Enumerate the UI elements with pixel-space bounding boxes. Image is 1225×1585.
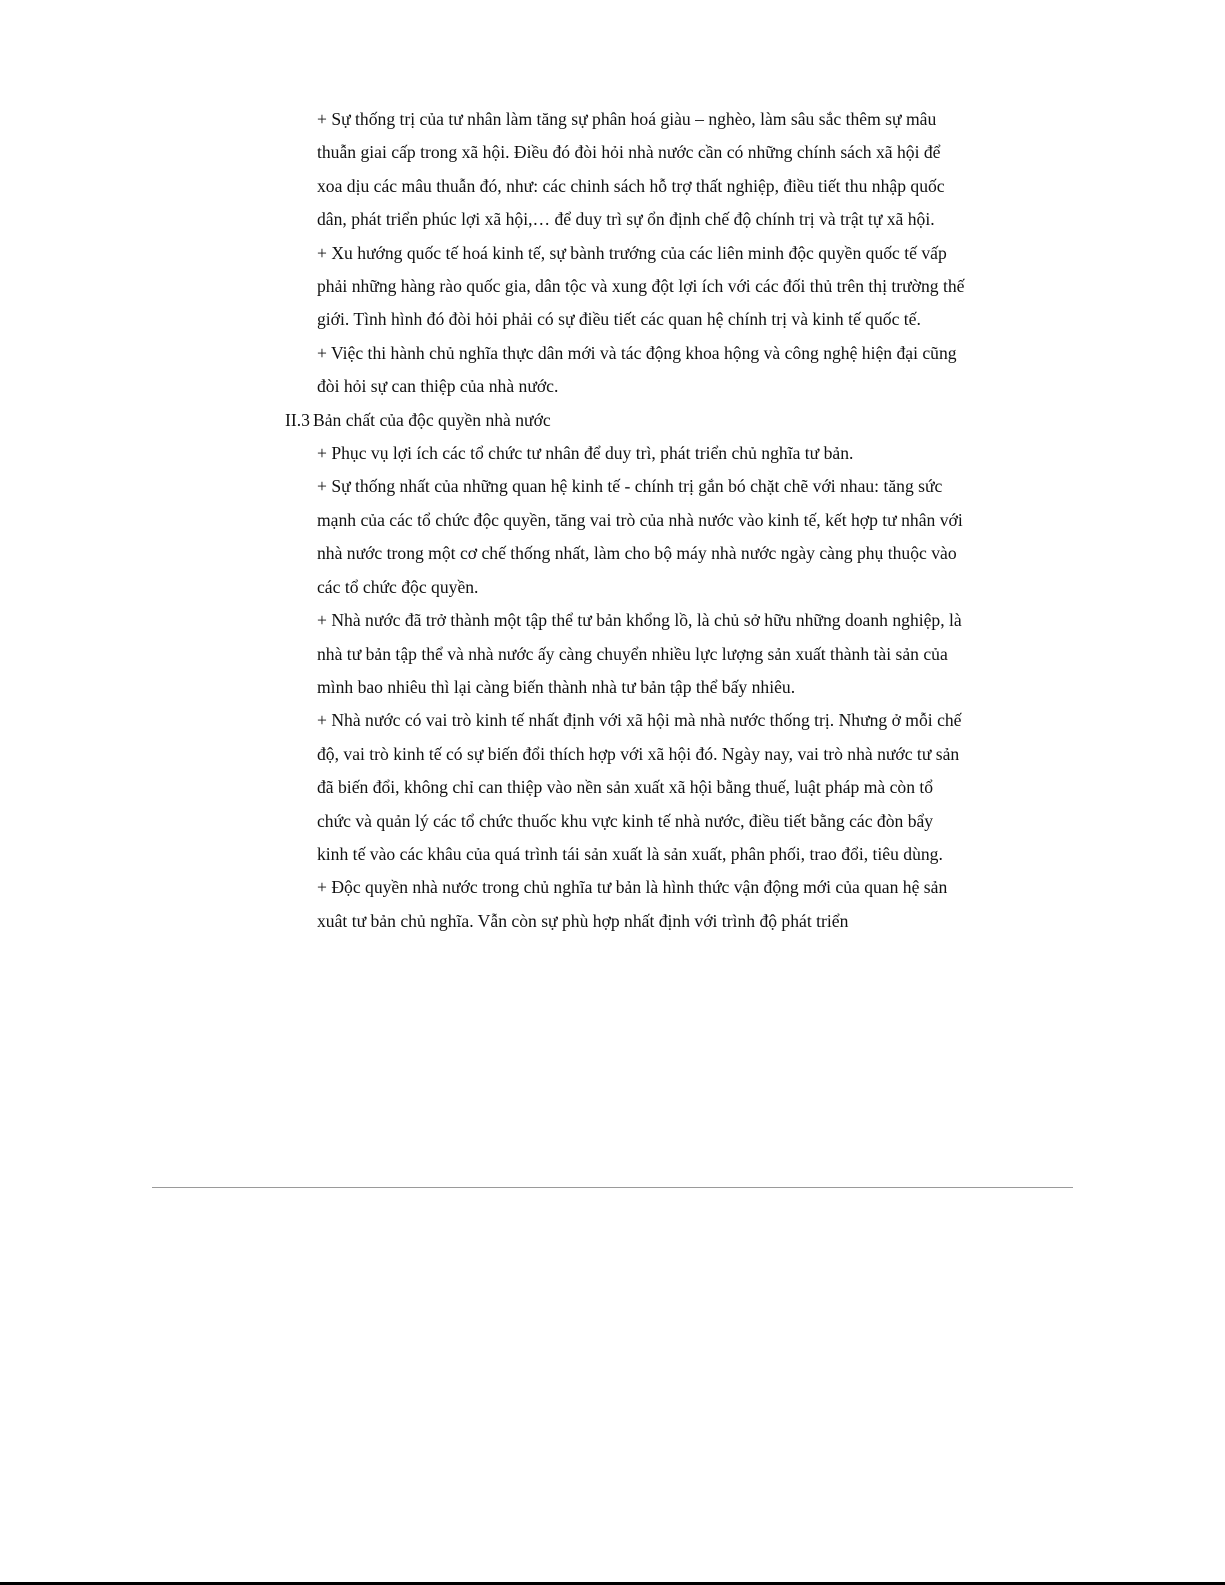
paragraph-private-dominance: + Sự thống trị của tư nhân làm tăng sự phân hoá giàu – nghèo, làm sâu sắc thêm sự mâu thuẫn giai cấp trong xã hội. Điều đó đòi hỏi nhà nước cần có những chính sách xã hội để xoa dịu các mâu thuẫn đó, như: các chinh sách hỗ trợ thất nghiệp, điều tiết thu nhập quốc dân, phát triển phúc lợi xã hội,… để duy trì sự ổn định chế độ chính trị và trật tự xã hội. — [317, 109, 945, 230]
section-title: Bản chất của độc quyền nhà nước — [313, 409, 551, 430]
page-divider — [152, 1187, 1073, 1188]
paragraph-state-monopoly-form: + Độc quyền nhà nước trong chủ nghĩa tư bản là hình thức vận động mới của quan hệ sản xuât tư bản chủ nghĩa. Vẫn còn sự phù hợp nhất định với trình độ phát triển — [317, 877, 948, 931]
section-heading — [285, 404, 967, 437]
document-body — [285, 103, 967, 938]
paragraph-serve-private-interests: + Phục vụ lợi ích các tổ chức tư nhân để duy trì, phát triển chủ nghĩa tư bản. — [317, 443, 854, 464]
paragraph-neocolonialism: + Việc thi hành chủ nghĩa thực dân mới và tác động khoa hộng và công nghệ hiện đại cũng đòi hỏi sự can thiệp của nhà nước. — [317, 342, 957, 397]
paragraph-state-economic-role: + Nhà nước có vai trò kinh tế nhất định với xã hội mà nhà nước thống trị. Nhưng ở mỗi chế độ, vai trò kinh tế có sự biến đổi thích hợp với xã hội đó. Ngày nay, vai trò nhà nước tư sản đã biến đổi, không chỉ can thiệp vào nền sản xuất xã hội bằng thuế, luật pháp mà còn tổ chức và quản lý các tổ chức thuốc khu vực kinh tế nhà nước, điều tiết bằng các đòn bẩy kinh tế vào các khâu của quá trình tái sản xuất là sản xuất, phân phối, trao đổi, tiêu dùng. — [317, 710, 962, 864]
paragraph-state-as-collective-capitalist: + Nhà nước đã trở thành một tập thể tư bản khổng lồ, là chủ sở hữu những doanh nghiệp, là nhà tư bản tập thể và nhà nước ấy càng chuyển nhiều lực lượng sản xuất thành tài sản của mình bao nhiêu thì lại càng biến thành nhà tư bản tập thể bấy nhiêu. — [317, 610, 962, 697]
paragraph-economic-political-unity: + Sự thống nhất của những quan hệ kinh tế - chính trị gắn bó chặt chẽ với nhau: tăng sức mạnh của các tổ chức độc quyền, tăng vai trò của nhà nước vào kinh tế, kết hợp tư nhân với nhà nước trong một cơ chế thống nhất, làm cho bộ máy nhà nước ngày càng phụ thuộc vào các tổ chức độc quyền. — [317, 476, 963, 597]
paragraph-internationalization: + Xu hướng quốc tế hoá kinh tế, sự bành trướng của các liên minh độc quyền quốc tế vấp phải những hàng rào quốc gia, dân tộc và xung đột lợi ích với các đối thủ trên thị trường thế giới. Tình hình đó đòi hỏi phải có sự điều tiết các quan hệ chính trị và kinh tế quốc tế. — [317, 242, 965, 330]
section-number: II.3 — [285, 409, 310, 430]
